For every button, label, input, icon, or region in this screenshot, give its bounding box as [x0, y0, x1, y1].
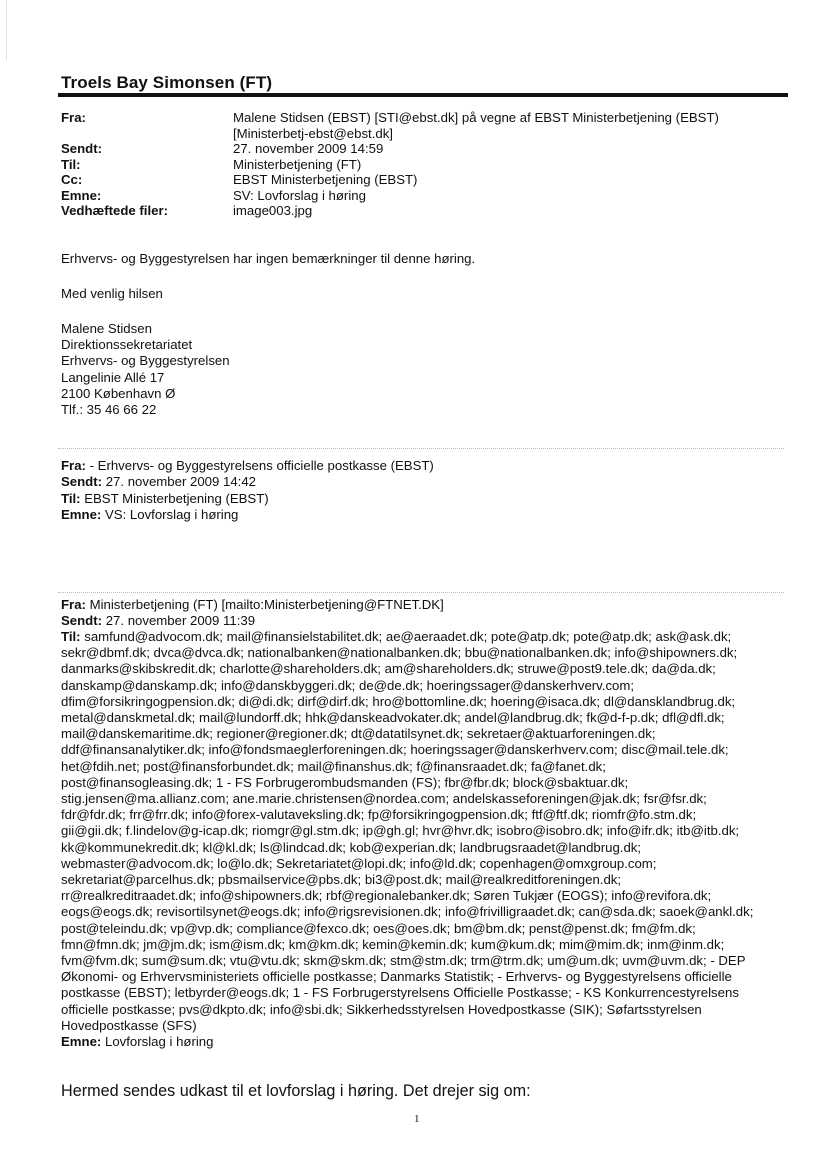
signature-line: Erhvervs- og Byggestyrelsen	[61, 353, 230, 369]
recipient-line: sekretariat@parcelhus.dk; pbsmailservice@pbs.dk; bi3@post.dk; mail@realkreditforeningen.dk;	[61, 872, 622, 888]
header-value: SV: Lovforslag i høring	[233, 187, 366, 203]
forward-separator	[58, 448, 784, 449]
header-value	[233, 110, 801, 141]
attachment-filename: image003.jpg	[233, 203, 313, 218]
signature	[61, 321, 230, 418]
fwd-value: EBST Ministerbetjening (EBST)	[84, 490, 269, 506]
recipient-line: eogs@eogs.dk; revisortilsynet@eogs.dk; info@rigsrevisionen.dk; info@frivilligraadet.dk; can@sda.dk; saoek@ankl.dk;	[61, 904, 754, 920]
recipient-line: het@fdih.net; post@finansforbundet.dk; mail@finanshus.dk; f@finansraadet.dk; fa@fanet.dk;	[61, 758, 606, 774]
signature-line: Direktionssekretariatet	[61, 337, 193, 353]
recipient-line: fvm@fvm.dk; sum@sum.dk; vtu@vtu.dk; skm@skm.dk; stm@stm.dk; trm@trm.dk; um@um.dk; uvm@uvm.dk; - DEP	[61, 953, 746, 969]
signature-line: Malene Stidsen	[61, 321, 152, 336]
page-number: 1	[414, 1113, 420, 1125]
fwd-emne-line	[61, 507, 796, 523]
signature-line: Tlf.: 35 46 66 22	[61, 402, 157, 418]
header-label: Emne:	[61, 187, 102, 203]
header-label: Cc:	[61, 172, 83, 187]
fwd-label: Sendt:	[61, 474, 103, 490]
header-value: EBST Ministerbetjening (EBST)	[233, 172, 418, 187]
fwd-label: Sendt:	[61, 613, 103, 629]
header-row-cc	[61, 172, 801, 188]
header-row-emne	[61, 188, 801, 204]
header-value: Ministerbetjening (FT)	[233, 156, 362, 172]
greeting: Med venlig hilsen	[61, 286, 163, 301]
recipient-line: danskamp@danskamp.dk; info@danskbyggeri.dk; de@de.dk; hoeringssager@danskerhverv.com;	[61, 677, 635, 693]
forwarded-header-1	[61, 458, 796, 523]
signature-line: Langelinie Allé 17	[61, 369, 165, 385]
scan-edge-mark	[6, 0, 7, 60]
fwd-value: 27. november 2009 11:39	[105, 613, 256, 629]
fwd-label: Emne:	[61, 506, 102, 522]
recipient-line: metal@danskmetal.dk; mail@lundorff.dk; hhk@danskeadvokater.dk; andel@landbrug.dk; fk@d-f-p.dk; dfl@dfl.dk;	[61, 710, 725, 726]
recipient-line: postkasse (EBST); letbyrder@eogs.dk; 1 - FS Forbrugerstyrelsens Officielle Postkasse; - KS Konkurrencestyrelsens	[61, 985, 739, 1001]
recipient-line: post@teleindu.dk; vp@vp.dk; compliance@fexco.dk; oes@oes.dk; bm@bm.dk; penst@penst.dk; fm@fm.dk;	[61, 920, 696, 936]
recipient-line: Økonomi- og Erhvervsministeriets officielle postkasse; Danmarks Statistik; - Erhvervs- og Byggestyrelsens officielle	[61, 969, 732, 985]
forward-separator	[58, 592, 784, 593]
header-label: Til:	[61, 156, 81, 172]
recipient-line: mail@danskemaritime.dk; regioner@regioner.dk; dt@datatilsynet.dk; sekretaer@aktuarforeningen.dk;	[61, 726, 656, 742]
recipient-line: rr@realkreditraadet.dk; info@shipowners.dk; rbf@regionalebanker.dk; Søren Tukjær (EOGS); info@revifora.dk;	[61, 888, 712, 904]
header-row-sendt	[61, 141, 801, 157]
forwarded-header-2	[61, 597, 796, 630]
fwd-label: Fra:	[61, 597, 86, 612]
title-rule	[58, 93, 788, 97]
fwd-emne-line	[61, 1034, 796, 1050]
fwd-value: Lovforslag i høring	[104, 1034, 214, 1050]
fwd-label: Fra:	[61, 458, 86, 473]
fwd-value: VS: Lovforslag i høring	[104, 506, 239, 522]
header-label: Vedhæftede filer:	[61, 203, 168, 218]
fwd-label: Emne:	[61, 1034, 102, 1050]
recipient-line: webmaster@advocom.dk; lo@lo.dk; Sekretariatet@lopi.dk; info@ld.dk; copenhagen@omxgroup.com;	[61, 855, 657, 871]
recipient-line: gii@gii.dk; f.lindelov@g-icap.dk; riomgr@gl.stm.dk; ip@gh.gl; hvr@hvr.dk; isobro@isobro.dk; info@ifr.dk; itb@itb.dk;	[61, 823, 740, 839]
recipient-line: dfim@forsikringogpension.dk; di@di.dk; dirf@dirf.dk; hro@bottomline.dk; hoering@isaca.dk; dl@dansklandbrug.dk;	[61, 693, 736, 709]
recipient-line: fmn@fmn.dk; jm@jm.dk; ism@ism.dk; km@km.dk; kemin@kemin.dk; kum@kum.dk; mim@mim.dk; inm@inm.dk;	[61, 936, 725, 952]
recipient-list	[61, 629, 796, 1050]
recipient-line: fdr@fdr.dk; frr@frr.dk; info@forex-valutaveksling.dk; fp@forsikringogpension.dk; ftf@ftf.dk; riomfr@fo.stm.dk;	[61, 807, 697, 823]
header-value: 27. november 2009 14:59	[233, 141, 384, 156]
header-row-til	[61, 157, 801, 173]
fwd-value: 27. november 2009 14:42	[105, 474, 257, 490]
header-value-line: Malene Stidsen (EBST) [STI@ebst.dk] på vegne af EBST Ministerbetjening (EBST)	[233, 110, 719, 125]
recipient-line: officielle postkasse; pvs@dkpto.dk; info@sbi.dk; Sikkerhedsstyrelsen Hovedpostkasse (SIK); Søfartsstyrelsen	[61, 1001, 702, 1017]
header-row-attachments	[61, 203, 801, 219]
header-label: Sendt:	[61, 141, 103, 156]
fwd-til-line	[61, 491, 796, 507]
reply-text: Erhvervs- og Byggestyrelsen har ingen bemærkninger til denne høring.	[61, 251, 476, 266]
signature-line: 2100 København Ø	[61, 385, 176, 401]
mailbox-owner-title: Troels Bay Simonsen (FT)	[61, 73, 273, 92]
recipient-line: ddf@finansanalytiker.dk; info@fondsmaeglerforeningen.dk; hoeringssager@danskerhverv.com; disc@mail.tele.dk;	[61, 742, 729, 758]
recipient-line: danmarks@skibskredit.dk; charlotte@shareholders.dk; am@shareholders.dk; struwe@post9.tele.dk; da@da.dk;	[61, 661, 716, 677]
fwd-sendt-line	[61, 474, 796, 490]
recipient-text: samfund@advocom.dk; mail@finansielstabilitet.dk; ae@aeraadet.dk; pote@atp.dk; pote@atp.dk; ask@ask.dk;	[84, 629, 732, 644]
fwd-label: Til:	[61, 490, 81, 506]
recipient-line: stig.jensen@ma.allianz.com; ane.marie.christensen@nordea.com; andelskasseforeningen@jak.dk; fsr@fsr.dk;	[61, 791, 707, 807]
header-row-fra	[61, 110, 801, 141]
fwd-fra-line	[61, 597, 796, 613]
fwd-label: Til:	[61, 629, 81, 644]
recipient-line: sekr@dbmf.dk; dvca@dvca.dk; nationalbanken@nationalbanken.dk; bbu@nationalbanken.dk; info@shipowners.dk;	[61, 645, 738, 661]
email-header	[61, 110, 801, 219]
fwd-fra-line	[61, 458, 796, 474]
fwd-value: Ministerbetjening (FT) [mailto:Ministerbetjening@FTNET.DK]	[89, 597, 444, 612]
header-label: Fra:	[61, 110, 86, 125]
fwd-value: - Erhvervs- og Byggestyrelsens officielle postkasse (EBST)	[89, 458, 434, 473]
recipient-line: Hovedpostkasse (SFS)	[61, 1017, 197, 1033]
recipient-line	[61, 629, 796, 645]
header-value-line: [Ministerbetj-ebst@ebst.dk]	[233, 125, 393, 141]
fwd-sendt-line	[61, 613, 796, 629]
closing-text: Hermed sendes udkast til et lovforslag i høring. Det drejer sig om:	[61, 1082, 531, 1100]
recipient-line: kk@kommunekredit.dk; kl@kl.dk; ls@lindcad.dk; kob@experian.dk; landbrugsraadet@landbrug.dk;	[61, 839, 642, 855]
recipient-line: post@finansogleasing.dk; 1 - FS Forbrugerombudsmanden (FS); fbr@fbr.dk; block@sbaktuar.dk;	[61, 774, 629, 790]
